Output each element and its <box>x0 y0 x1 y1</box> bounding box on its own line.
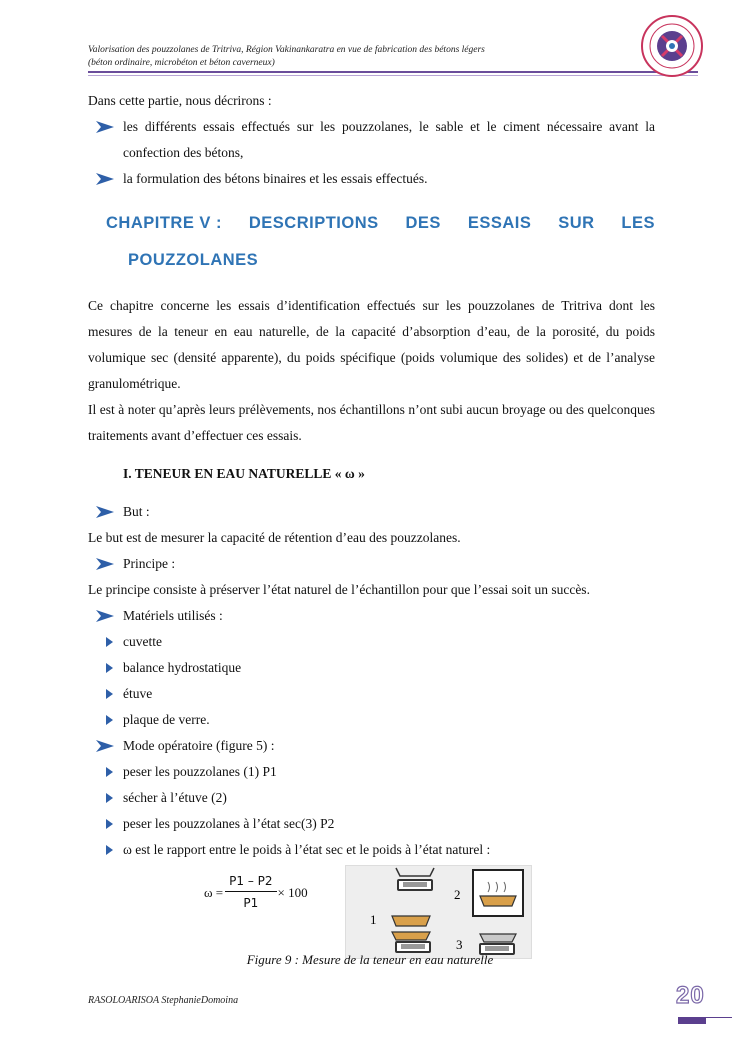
formula-numerator: P1 – P2 <box>225 871 276 892</box>
list-item: balance hydrostatique <box>88 655 655 681</box>
triangle-bullet-icon <box>106 715 113 725</box>
intro-bullet: la formulation des bétons binaires et les essais effectués. <box>88 166 655 192</box>
chapter-heading: CHAPITRE V : DESCRIPTIONS DES ESSAIS SUR LES POUZZOLANES <box>106 205 655 279</box>
experiment-illustration <box>346 866 531 958</box>
page-body <box>88 88 655 967</box>
arrow-bullet-icon <box>96 740 114 752</box>
principe-text: Le principe consiste à préserver l’état naturel de l’échantillon pour que l’essai soit un succès. <box>88 582 590 597</box>
triangle-bullet-icon <box>106 663 113 673</box>
chapter-label: CHAPITRE V : <box>106 214 223 232</box>
formula-denominator: P1 <box>243 896 259 910</box>
materiels-heading: Matériels utilisés : <box>88 603 655 629</box>
arrow-bullet-icon <box>96 506 114 518</box>
figure-label-3: 3 <box>456 937 463 952</box>
arrow-bullet-icon <box>96 173 114 185</box>
section-heading: I. TENEUR EN EAU NATURELLE « ω » <box>123 466 365 481</box>
header-rule-thin <box>88 75 698 76</box>
faculty-logo <box>640 14 704 78</box>
page-number-rule <box>706 1017 732 1018</box>
paragraph: Il est à noter qu’après leurs prélèvements, nos échantillons n’ont subi aucun broyage ou des quelconques traitements avant d’effectuer ces essais. <box>88 402 655 443</box>
triangle-bullet-icon <box>106 767 113 777</box>
list-item: ω est le rapport entre le poids à l’état sec et le poids à l’état naturel : <box>88 837 655 863</box>
experiment-photo <box>345 865 532 959</box>
intro-lead: Dans cette partie, nous décrirons : <box>88 93 272 108</box>
arrow-bullet-icon <box>96 558 114 570</box>
triangle-bullet-icon <box>106 845 113 855</box>
header-rule <box>88 71 698 73</box>
arrow-bullet-icon <box>96 121 114 133</box>
figure-label-1: 1 <box>370 912 377 927</box>
list-item: plaque de verre. <box>88 707 655 733</box>
but-heading: But : <box>88 499 655 525</box>
triangle-bullet-icon <box>106 689 113 699</box>
header-line-1: Valorisation des pouzzolanes de Tritriva, Région Vakinankaratra en vue de fabrication des bétons légers <box>88 45 485 55</box>
arrow-bullet-icon <box>96 610 114 622</box>
triangle-bullet-icon <box>106 793 113 803</box>
principe-heading: Principe : <box>88 551 655 577</box>
figure-label-2: 2 <box>454 887 461 902</box>
figure-caption: Figure 9 : Mesure de la teneur en eau naturelle <box>246 952 494 967</box>
running-header <box>88 44 608 70</box>
triangle-bullet-icon <box>106 819 113 829</box>
list-item: peser les pouzzolanes à l’état sec(3) P2 <box>88 811 655 837</box>
page-number-bar <box>678 1017 706 1024</box>
intro-bullet: les différents essais effectués sur les pouzzolanes, le sable et le ciment nécessaire avant la confection des bétons, <box>88 114 655 166</box>
list-item: étuve <box>88 681 655 707</box>
page-number: 20 <box>676 982 705 1009</box>
header-line-2: (béton ordinaire, microbéton et béton caverneux) <box>88 58 275 68</box>
paragraph: Ce chapitre concerne les essais d’identification effectués sur les pouzzolanes de Tritriva dont les mesures de la teneur en eau naturelle, de la capacité d’absorption d’eau, de la porosité, du poids volumique sec (densité apparente), du poids spécifique (poids volumique des solides) et de l’analyse granulométrique. <box>88 298 655 391</box>
footer-author: RASOLOARISOA StephanieDomoina <box>88 995 239 1006</box>
list-item: sécher à l’étuve (2) <box>88 785 655 811</box>
list-item: peser les pouzzolanes (1) P1 <box>88 759 655 785</box>
but-text: Le but est de mesurer la capacité de rétention d’eau des pouzzolanes. <box>88 530 461 545</box>
list-item: cuvette <box>88 629 655 655</box>
omega-formula: ω = P1 – P2 × 100 P1 <box>203 871 309 914</box>
mode-heading: Mode opératoire (figure 5) : <box>88 733 655 759</box>
triangle-bullet-icon <box>106 637 113 647</box>
